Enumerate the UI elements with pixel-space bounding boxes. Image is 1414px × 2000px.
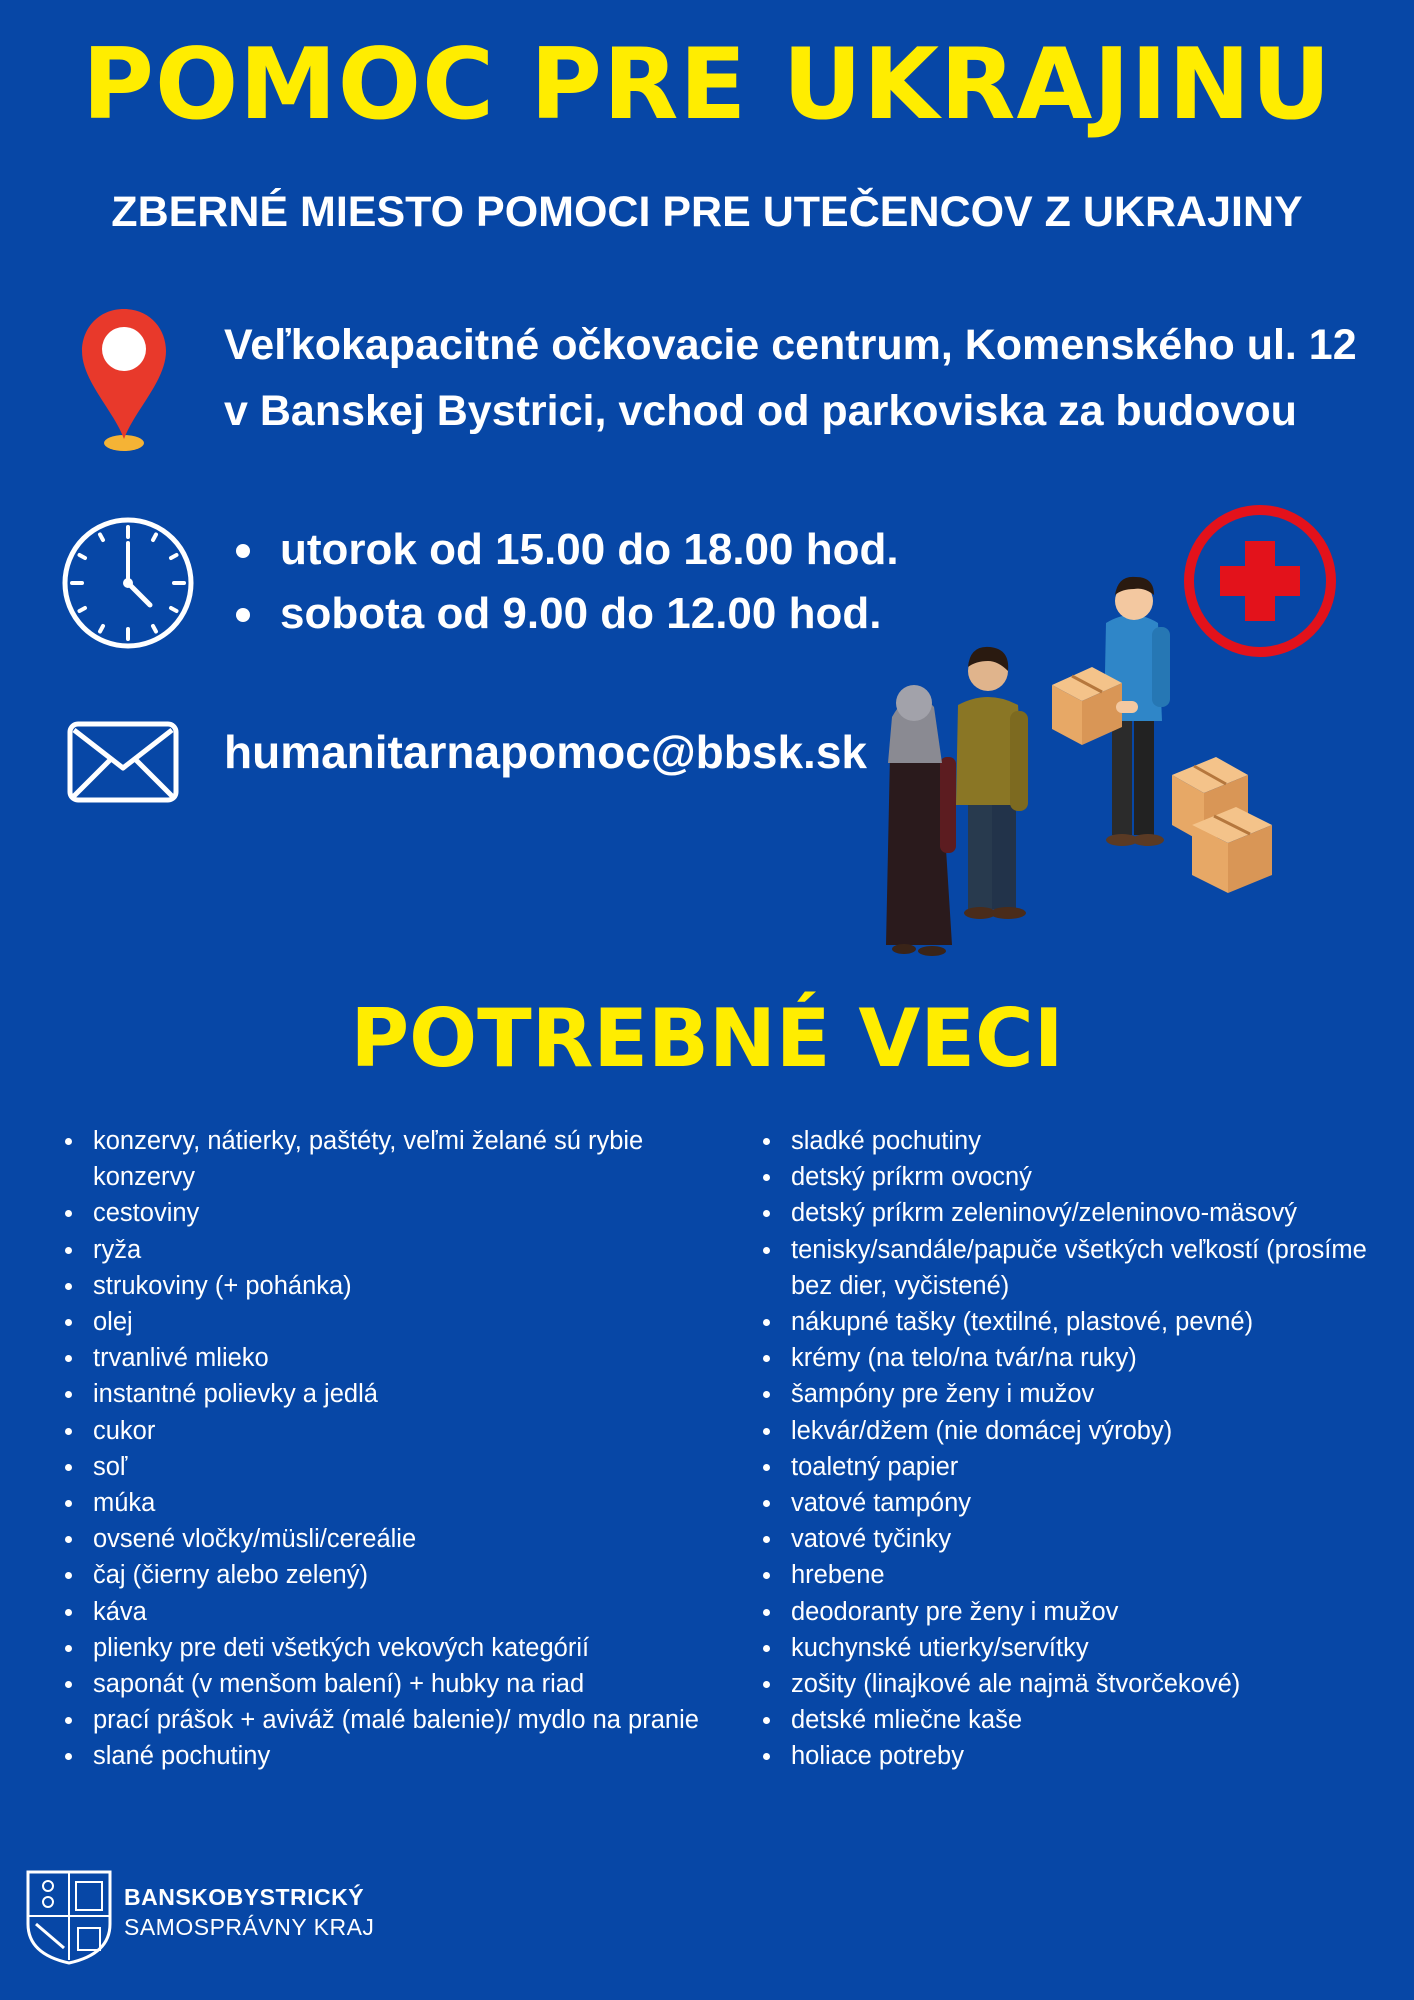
list-item: strukoviny (+ pohánka) (65, 1268, 745, 1304)
list-item: čaj (čierny alebo zelený) (65, 1557, 745, 1593)
list-item: vatové tampóny (763, 1485, 1413, 1521)
list-item: hrebene (763, 1557, 1413, 1593)
list-item: instantné polievky a jedlá (65, 1376, 745, 1412)
list-item: ovsené vločky/müsli/cereálie (65, 1521, 745, 1557)
subtitle: ZBERNÉ MIESTO POMOCI PRE UTEČENCOV Z UKRAJINY (111, 188, 1303, 236)
clock-icon (60, 515, 196, 651)
list-item: šampóny pre ženy i mužov (763, 1376, 1413, 1412)
region-name-line-1: BANSKOBYSTRICKÝ (124, 1884, 365, 1910)
list-item: trvanlivé mlieko (65, 1340, 745, 1376)
volunteer-figure (1052, 577, 1170, 846)
list-item: tenisky/sandále/papuče všetkých veľkostí (prosíme bez dier, vyčistené) (763, 1232, 1413, 1304)
needs-list-right (763, 1123, 1413, 1775)
list-item: holiace potreby (763, 1738, 1413, 1774)
list-item: olej (65, 1304, 745, 1340)
people-donation-illustration (860, 495, 1340, 975)
list-item: sladké pochutiny (763, 1123, 1413, 1159)
list-item: konzervy, nátierky, paštéty, veľmi želané sú rybie konzervy (65, 1123, 745, 1195)
list-item: detský príkrm zeleninový/zeleninovo-mäsový (763, 1195, 1413, 1231)
stacked-boxes (1172, 757, 1272, 893)
region-name (124, 1882, 374, 1942)
list-item: soľ (65, 1449, 745, 1485)
list-item: zošity (linajkové ale najmä štvorčekové) (763, 1666, 1413, 1702)
needs-list-left (65, 1123, 745, 1775)
section-title: POTREBNÉ VECI (350, 992, 1064, 1085)
list-item: nákupné tašky (textilné, plastové, pevné) (763, 1304, 1413, 1340)
address-line-2: v Banskej Bystrici, vchod od parkoviska za budovou (224, 387, 1297, 435)
list-item: lekvár/džem (nie domácej výroby) (763, 1413, 1413, 1449)
list-item: deodoranty pre ženy i mužov (763, 1594, 1413, 1630)
mail-icon (66, 720, 180, 804)
list-item: krémy (na telo/na tvár/na ruky) (763, 1340, 1413, 1376)
list-item: slané pochutiny (65, 1738, 745, 1774)
list-item: detské mliečne kaše (763, 1702, 1413, 1738)
list-item: saponát (v menšom balení) + hubky na riad (65, 1666, 745, 1702)
list-item: múka (65, 1485, 745, 1521)
list-item: káva (65, 1594, 745, 1630)
list-item: cukor (65, 1413, 745, 1449)
list-item: prací prášok + aviváž (malé balenie)/ mydlo na pranie (65, 1702, 745, 1738)
main-title: POMOC PRE UKRAJINU (82, 28, 1332, 142)
list-item: ryža (65, 1232, 745, 1268)
location-pin-icon (78, 305, 170, 455)
list-item: detský príkrm ovocný (763, 1159, 1413, 1195)
refugee-woman-figure (886, 685, 956, 956)
region-name-line-2: SAMOSPRÁVNY KRAJ (124, 1914, 375, 1940)
list-item: vatové tyčinky (763, 1521, 1413, 1557)
list-item: toaletný papier (763, 1449, 1413, 1485)
address-line-1: Veľkokapacitné očkovacie centrum, Komenského ul. 12 (224, 321, 1357, 369)
hours-item: sobota od 9.00 do 12.00 hod. (236, 582, 996, 646)
medical-cross-icon (1189, 510, 1331, 652)
address (224, 312, 1404, 444)
list-item: kuchynské utierky/servítky (763, 1630, 1413, 1666)
region-crest-logo (24, 1868, 114, 1966)
email-address[interactable]: humanitarnapomoc@bbsk.sk (224, 726, 867, 778)
hours-item: utorok od 15.00 do 18.00 hod. (236, 518, 996, 582)
list-item: plienky pre deti všetkých vekových kategórií (65, 1630, 745, 1666)
refugee-man-figure (956, 647, 1028, 919)
list-item: cestoviny (65, 1195, 745, 1231)
